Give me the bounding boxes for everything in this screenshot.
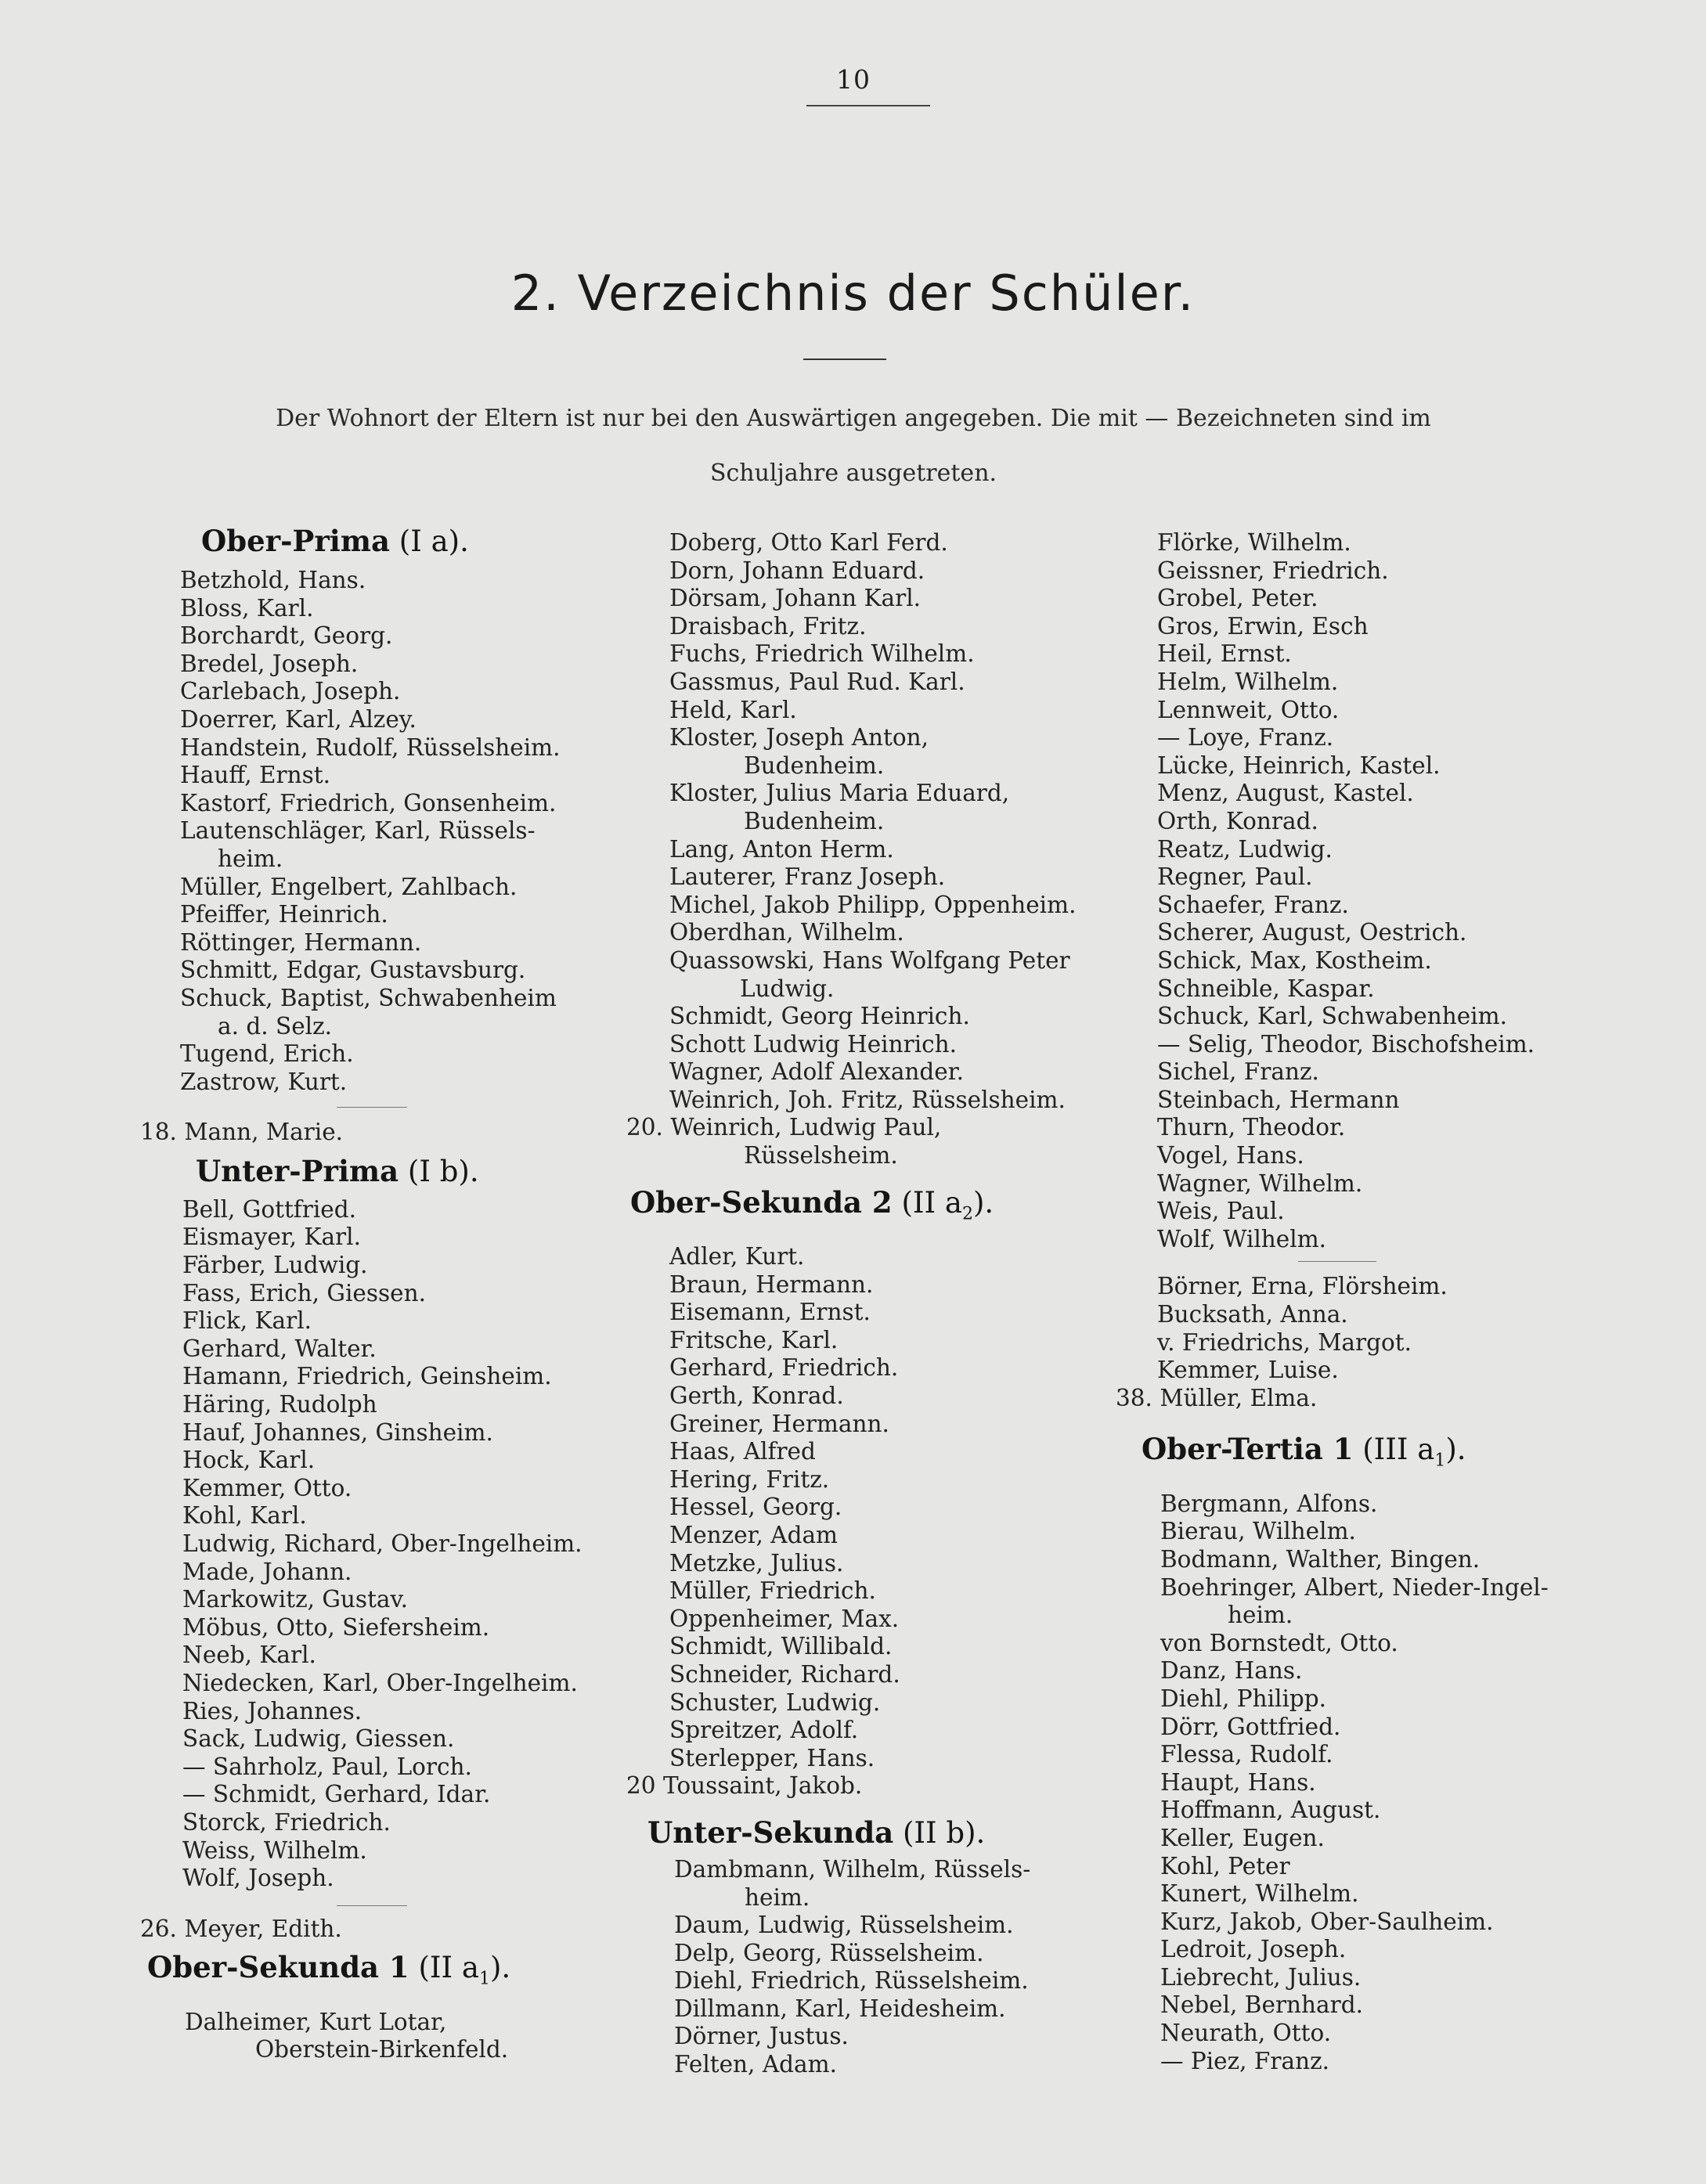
list-item: — Sahrholz, Paul, Lorch. <box>182 1753 472 1780</box>
count-number: 38. <box>1116 1384 1152 1411</box>
list-item: Greiner, Hermann. <box>669 1410 889 1437</box>
count-number: 20 <box>626 1772 656 1800</box>
list-item: Dörner, Justus. <box>674 2023 849 2050</box>
list-ober-sekunda-1-cont <box>626 529 1108 1170</box>
heading-ober-prima-code: (I a). <box>399 524 469 558</box>
list-item: Grobel, Peter. <box>1157 585 1318 612</box>
list-item: Ludwig, Richard, Ober-Ingelheim. <box>182 1530 582 1557</box>
list-item: Tugend, Erich. <box>180 1040 354 1068</box>
count-name: Weinrich, Ludwig Paul, <box>670 1114 942 1141</box>
heading-unter-sekunda <box>647 1816 1108 1850</box>
heading-ober-prima <box>201 524 603 558</box>
list-item: Borchardt, Georg. <box>180 622 393 650</box>
list-item: Hessel, Georg. <box>669 1494 842 1521</box>
list-item: Orth, Konrad. <box>1157 807 1318 834</box>
list-item: Metzke, Julius. <box>669 1549 844 1577</box>
list-unter-sekunda <box>674 1856 1108 2079</box>
list-item: Flessa, Rudolf. <box>1160 1741 1333 1768</box>
list-item: Dillmann, Karl, Heidesheim. <box>674 1995 1006 2022</box>
list-item: Hering, Fritz. <box>669 1465 830 1493</box>
list-item: Doberg, Otto Karl Ferd. <box>669 529 948 556</box>
list-item-count <box>626 1772 1108 1800</box>
list-item: Scherer, August, Oestrich. <box>1157 919 1467 946</box>
list-item: Eismayer, Karl. <box>182 1224 361 1251</box>
list-unter-prima <box>182 1196 603 1893</box>
heading-ober-sekunda-1-code: (II a <box>418 1951 479 1985</box>
list-item: Reatz, Ludwig. <box>1157 835 1333 863</box>
list-item-count <box>1116 1385 1596 1413</box>
list-item: Niedecken, Karl, Ober-Ingelheim. <box>182 1669 578 1696</box>
list-ober-tertia-1 <box>1160 1490 1596 2075</box>
list-item-continuation: Ludwig. <box>740 975 835 1002</box>
list-item: Häring, Rudolph <box>182 1391 377 1418</box>
list-item: Börner, Erna, Flörsheim. <box>1157 1273 1448 1300</box>
list-item-count <box>140 1916 603 1944</box>
list-item: Daum, Ludwig, Rüsselsheim. <box>674 1912 1014 1939</box>
list-item: Ledroit, Joseph. <box>1160 1936 1347 1963</box>
list-item: Doerrer, Karl, Alzey. <box>180 705 417 733</box>
heading-ober-sekunda-2-code: (II a <box>901 1185 962 1220</box>
list-item: — Loye, Franz. <box>1157 724 1334 751</box>
list-item-continuation: heim. <box>1228 1602 1293 1629</box>
list-item: Schuck, Baptist, Schwabenheim <box>180 984 557 1011</box>
list-item: Zastrow, Kurt. <box>180 1068 348 1095</box>
list-item: Oppenheimer, Max. <box>669 1605 900 1632</box>
list-item: — Selig, Theodor, Bischofsheim. <box>1157 1030 1535 1058</box>
list-ober-prima <box>180 567 603 1096</box>
heading-ober-sekunda-1 <box>147 1951 603 1995</box>
list-item: Hauff, Ernst. <box>180 762 330 789</box>
list-item: Schott Ludwig Heinrich. <box>669 1030 958 1058</box>
intro-text <box>180 391 1527 501</box>
count-name: Toussaint, Jakob. <box>662 1772 863 1800</box>
list-item: Bell, Gottfried. <box>182 1195 356 1223</box>
list-item: Danz, Hans. <box>1160 1657 1303 1685</box>
list-item: Hamann, Friedrich, Geinsheim. <box>182 1363 552 1390</box>
list-item: Fritsche, Karl. <box>669 1326 839 1353</box>
list-item: Boehringer, Albert, Nieder-Ingel- <box>1160 1573 1549 1601</box>
list-item: Carlebach, Joseph. <box>180 678 401 705</box>
list-item: Heil, Ernst. <box>1157 640 1292 668</box>
list-item: Made, Johann. <box>182 1558 352 1585</box>
list-item: Wagner, Wilhelm. <box>1157 1169 1363 1197</box>
heading-ober-prima-name: Ober-Prima <box>201 524 390 558</box>
list-item: Spreitzer, Adolf. <box>669 1717 859 1744</box>
list-item: Schmitt, Edgar, Gustavsburg. <box>180 957 526 984</box>
list-item: Kloster, Julius Maria Eduard, <box>669 780 1010 807</box>
heading-ober-sekunda-1-name: Ober-Sekunda 1 <box>147 1950 409 1985</box>
list-item: Gerth, Konrad. <box>669 1382 844 1410</box>
list-item: Gros, Erwin, Esch <box>1157 612 1369 640</box>
list-item: Schmidt, Georg Heinrich. <box>669 1003 970 1030</box>
list-item: Helm, Wilhelm. <box>1157 668 1339 695</box>
list-item: Eisemann, Ernst. <box>669 1299 871 1326</box>
list-item: Wagner, Adolf Alexander. <box>669 1058 964 1086</box>
list-item: Kohl, Karl. <box>182 1502 307 1530</box>
list-item: Dörsam, Johann Karl. <box>669 585 922 612</box>
list-item: Geissner, Friedrich. <box>1157 557 1389 584</box>
count-name: Müller, Elma. <box>1160 1384 1318 1411</box>
heading-unter-prima <box>196 1155 603 1188</box>
list-item: Bredel, Joseph. <box>180 650 359 677</box>
list-item-count <box>140 1119 603 1147</box>
list-item: Nebel, Bernhard. <box>1160 1991 1363 2019</box>
list-item: Lennweit, Otto. <box>1157 696 1340 723</box>
count-name: Meyer, Edith. <box>184 1915 342 1942</box>
list-item: Kohl, Peter <box>1160 1852 1290 1879</box>
list-item: Schaefer, Franz. <box>1157 891 1349 918</box>
heading-unter-prima-code: (I b). <box>407 1154 479 1188</box>
list-item: Thurn, Theodor. <box>1157 1114 1346 1141</box>
page-number-rule <box>806 105 930 106</box>
list-item-continuation: Oberstein-Birkenfeld. <box>255 2036 509 2063</box>
list-item: Sack, Ludwig, Giessen. <box>182 1725 455 1753</box>
list-item: Handstein, Rudolf, Rüsselsheim. <box>180 733 561 761</box>
count-number: 18. <box>140 1119 177 1146</box>
list-item: Schuck, Karl, Schwabenheim. <box>1157 1003 1507 1030</box>
column-1 <box>140 524 603 2064</box>
list-item: Flick, Karl. <box>182 1307 312 1335</box>
list-item: Menz, August, Kastel. <box>1157 780 1414 807</box>
list-item: Hock, Karl. <box>182 1447 316 1474</box>
heading-ober-sekunda-2-name: Ober-Sekunda 2 <box>630 1184 893 1220</box>
count-number: 26. <box>140 1915 177 1942</box>
list-item: von Bornstedt, Otto. <box>1160 1629 1398 1656</box>
list-item: Held, Karl. <box>669 696 797 723</box>
list-item: Delp, Georg, Rüsselsheim. <box>674 1939 984 1966</box>
list-item: Wolf, Joseph. <box>182 1865 334 1892</box>
list-item: Dorn, Johann Eduard. <box>669 557 925 584</box>
heading-ober-tertia-1-sub: 1 <box>1434 1451 1446 1471</box>
list-item: — Schmidt, Gerhard, Idar. <box>182 1781 491 1808</box>
list-ober-sekunda-1 <box>185 2009 603 2064</box>
list-girls <box>1116 1273 1596 1412</box>
list-item: Dambmann, Wilhelm, Rüssels- <box>674 1855 1031 1883</box>
list-item: Bergmann, Alfons. <box>1160 1490 1378 1517</box>
list-item: Diehl, Philipp. <box>1160 1685 1327 1712</box>
list-item: Schneible, Kaspar. <box>1157 975 1375 1002</box>
list-item: Draisbach, Fritz. <box>669 612 867 640</box>
page-number: 10 <box>836 64 871 95</box>
list-item: Diehl, Friedrich, Rüsselsheim. <box>674 1967 1029 1995</box>
heading-ober-sekunda-1-sub: 1 <box>478 1969 490 1989</box>
list-item: Kemmer, Otto. <box>182 1474 352 1501</box>
list-item: Neeb, Karl. <box>182 1642 316 1669</box>
list-item: Schuster, Ludwig. <box>669 1688 881 1716</box>
list-item: Sichel, Franz. <box>1157 1058 1319 1086</box>
list-item: Röttinger, Hermann. <box>180 928 422 956</box>
list-item: Kastorf, Friedrich, Gonsenheim. <box>180 789 557 816</box>
list-item: Adler, Kurt. <box>669 1243 805 1270</box>
list-item: Storck, Friedrich. <box>182 1808 391 1836</box>
list-item: Betzhold, Hans. <box>180 567 366 593</box>
title-rule <box>803 359 886 360</box>
list-item: Vogel, Hans. <box>1157 1142 1304 1169</box>
heading-unter-sekunda-code: (II b). <box>902 1815 986 1850</box>
list-item: Pfeiffer, Heinrich. <box>180 901 388 928</box>
list-item: Keller, Eugen. <box>1160 1824 1325 1851</box>
list-item: Braun, Hermann. <box>669 1270 874 1298</box>
heading-ober-sekunda-2-close: ). <box>972 1185 994 1220</box>
list-item: Lauterer, Franz Joseph. <box>669 863 946 891</box>
list-item: Bierau, Wilhelm. <box>1160 1518 1356 1545</box>
list-item: Schneider, Richard. <box>669 1660 900 1688</box>
list-item: Menzer, Adam <box>669 1521 839 1548</box>
list-item: Lautenschläger, Karl, Rüssels- <box>180 817 536 845</box>
list-item: — Piez, Franz. <box>1160 2047 1329 2074</box>
list-item: Haupt, Hans. <box>1160 1768 1316 1796</box>
list-item-continuation: Budenheim. <box>744 751 885 779</box>
list-item: Gerhard, Friedrich. <box>669 1354 899 1382</box>
heading-unter-prima-name: Unter-Prima <box>196 1153 399 1188</box>
list-item: Schick, Max, Kostheim. <box>1157 946 1432 974</box>
list-item: Markowitz, Gustav. <box>182 1586 409 1613</box>
heading-ober-tertia-1-close: ). <box>1445 1433 1466 1467</box>
heading-ober-tertia-1-code: (III a <box>1362 1433 1435 1467</box>
list-item: Wolf, Wilhelm. <box>1157 1225 1327 1252</box>
list-item: Oberdhan, Wilhelm. <box>669 919 904 946</box>
heading-ober-sekunda-2 <box>630 1186 1108 1231</box>
list-item: Michel, Jakob Philipp, Oppenheim. <box>669 891 1077 918</box>
list-item: Fass, Erich, Giessen. <box>182 1279 427 1306</box>
list-item-continuation: Rüsselsheim. <box>744 1142 898 1169</box>
list-item: Bucksath, Anna. <box>1157 1301 1348 1328</box>
list-item: Bodmann, Walther, Bingen. <box>1160 1545 1481 1573</box>
heading-ober-tertia-1 <box>1142 1433 1596 1477</box>
list-item: Dörr, Gottfried. <box>1160 1713 1341 1740</box>
list-item: Lücke, Heinrich, Kastel. <box>1157 751 1441 779</box>
list-item: Hauf, Johannes, Ginsheim. <box>182 1418 493 1446</box>
list-item: Kunert, Wilhelm. <box>1160 1880 1359 1908</box>
heading-ober-sekunda-1-close: ). <box>489 1951 511 1985</box>
list-item: Neurath, Otto. <box>1160 2020 1332 2047</box>
list-item: Liebrecht, Julius. <box>1160 1963 1362 1991</box>
list-item-continuation: heim. <box>745 1883 810 1911</box>
intro-line-2: Schuljahre ausgetreten. <box>709 460 997 487</box>
list-item: Möbus, Otto, Siefersheim. <box>182 1613 490 1641</box>
list-item: Gassmus, Paul Rud. Karl. <box>669 668 965 695</box>
list-item-count <box>626 1114 1108 1142</box>
list-item-continuation: heim. <box>218 845 283 872</box>
list-ober-sekunda-2 <box>626 1243 1108 1800</box>
list-item: Dalheimer, Kurt Lotar, <box>185 2008 447 2035</box>
list-item: Lang, Anton Herm. <box>669 835 894 863</box>
list-item: Schmidt, Willibald. <box>669 1633 893 1660</box>
list-item-continuation: Budenheim. <box>744 807 885 834</box>
list-item: Regner, Paul. <box>1157 863 1313 891</box>
list-item: Bloss, Karl. <box>180 594 314 622</box>
count-number: 20. <box>626 1114 663 1141</box>
column-2 <box>626 529 1108 2079</box>
list-item: Weinrich, Joh. Fritz, Rüsselsheim. <box>669 1086 1066 1113</box>
list-item: Kemmer, Luise. <box>1157 1357 1339 1384</box>
list-item: Flörke, Wilhelm. <box>1157 529 1351 556</box>
list-item: Müller, Friedrich. <box>669 1577 876 1605</box>
list-item: Steinbach, Hermann <box>1157 1086 1400 1113</box>
heading-ober-sekunda-2-sub: 2 <box>961 1204 973 1224</box>
list-item: Weis, Paul. <box>1157 1198 1285 1225</box>
list-item: Haas, Alfred <box>669 1438 816 1465</box>
column-3 <box>1116 529 1596 2075</box>
count-name: Mann, Marie. <box>184 1119 344 1146</box>
list-item-continuation: a. d. Selz. <box>218 1012 333 1040</box>
heading-unter-sekunda-name: Unter-Sekunda <box>647 1815 894 1850</box>
list-item: Gerhard, Walter. <box>182 1335 377 1362</box>
list-item: Kloster, Joseph Anton, <box>669 724 929 751</box>
list-item: Ries, Johannes. <box>182 1697 362 1724</box>
list-item: Färber, Ludwig. <box>182 1252 368 1279</box>
list-item: Kurz, Jakob, Ober-Saulheim. <box>1160 1908 1494 1935</box>
list-item: v. Friedrichs, Margot. <box>1157 1328 1412 1356</box>
page-title: 2. Verzeichnis der Schüler. <box>510 265 1196 322</box>
list-item: Sterlepper, Hans. <box>669 1744 875 1771</box>
list-item: Weiss, Wilhelm. <box>182 1836 367 1864</box>
list-item: Hoffmann, August. <box>1160 1797 1381 1824</box>
intro-line-1: Der Wohnort der Eltern ist nur bei den Auswärtigen angegeben. Die mit — Bezeichneten sind im <box>276 405 1431 432</box>
list-item: Quassowski, Hans Wolfgang Peter <box>669 946 1070 974</box>
list-item: Felten, Adam. <box>674 2051 837 2078</box>
list-ober-sekunda-2-cont <box>1157 529 1596 1253</box>
list-item: Müller, Engelbert, Zahlbach. <box>180 873 518 900</box>
heading-ober-tertia-1-name: Ober-Tertia 1 <box>1142 1432 1354 1467</box>
list-item: Fuchs, Friedrich Wilhelm. <box>669 640 975 668</box>
